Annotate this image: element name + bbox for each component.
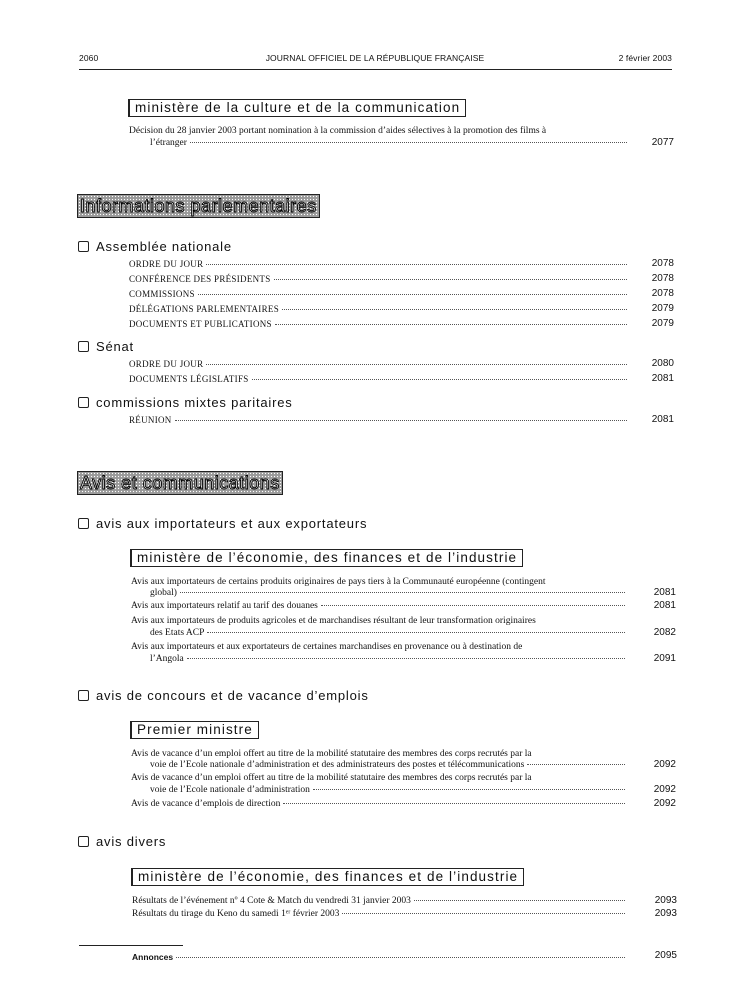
entry-text: DÉLÉGATIONS PARLEMENTAIRES (129, 304, 279, 314)
checkbox-icon (78, 518, 89, 529)
page-ref: 2078 (651, 288, 674, 299)
dot-leader (321, 605, 625, 606)
page-ref: 2081 (653, 600, 676, 611)
page-ref: 2093 (654, 895, 677, 906)
entry-text: RÉUNION (129, 415, 172, 425)
section-avis-concours (78, 688, 369, 703)
toc-entry[interactable] (129, 259, 630, 270)
entry-text: COMMISSIONS (129, 289, 195, 299)
entry-text: ORDRE DU JOUR (129, 259, 204, 269)
toc-entry[interactable] (150, 760, 628, 771)
section-label: Assemblée nationale (96, 239, 232, 254)
toc-entry[interactable] (129, 274, 630, 285)
page-ref: 2080 (651, 358, 674, 369)
toc-entry-annonces[interactable] (132, 952, 628, 963)
toc-entry[interactable] (131, 799, 628, 810)
entry-text: l’Angola (150, 654, 184, 664)
culture-ministry-heading: ministère de la culture et de la communication (128, 99, 466, 117)
toc-entry[interactable] (129, 289, 630, 300)
entry-text: voie de l’Ecole nationale d’administration (150, 785, 310, 795)
entry-line1: Avis de vacance d’un emploi offert au titre de la mobilité statutaire des membres des corps recrutés par la (131, 749, 532, 759)
culture-entry-line2[interactable] (150, 138, 630, 149)
page-ref: 2091 (653, 653, 676, 664)
entry-text: ORDRE DU JOUR (129, 359, 204, 369)
entry-text: Annonces (132, 952, 174, 962)
section-commissions-mixtes (78, 395, 293, 410)
page-number: 2060 (79, 53, 99, 63)
entry-line1: Avis aux importateurs de produits agricoles et de marchandises résultant de leur transformation originaires (131, 616, 536, 626)
entry-text: Avis de vacance d’emplois de direction (131, 799, 281, 809)
dot-leader (176, 957, 625, 958)
page-ref: 2078 (651, 273, 674, 284)
toc-entry[interactable] (129, 415, 630, 426)
dot-leader (313, 789, 625, 790)
dot-leader (206, 364, 627, 365)
checkbox-icon (78, 836, 89, 847)
entry-text: DOCUMENTS ET PUBLICATIONS (129, 319, 272, 329)
page-ref: 2081 (653, 587, 676, 598)
page-ref: 2092 (653, 759, 676, 770)
toc-entry[interactable] (129, 359, 630, 370)
toc-entry[interactable] (129, 304, 630, 315)
dot-leader (206, 264, 627, 265)
checkbox-icon (78, 341, 89, 352)
checkbox-icon (78, 397, 89, 408)
section-label: Sénat (96, 339, 134, 354)
checkbox-icon (78, 241, 89, 252)
dot-leader (275, 324, 627, 325)
section-label: avis divers (96, 834, 167, 849)
culture-entry-line1: Décision du 28 janvier 2003 portant nomination à la commission d’aides sélectives à la promotion des films à (129, 126, 547, 136)
entry-text: CONFÉRENCE DES PRÉSIDENTS (129, 274, 271, 284)
dot-leader (187, 658, 625, 659)
page-ref: 2093 (654, 908, 677, 919)
toc-entry[interactable] (129, 374, 630, 385)
entry-text: l’étranger (150, 138, 187, 148)
page-ref: 2082 (653, 627, 676, 638)
header-rule (79, 69, 672, 70)
entry-text: global) (150, 588, 177, 598)
entry-text: voie de l’Ecole nationale d’administration et des administrateurs des postes et télécommunications (150, 760, 525, 770)
toc-entry[interactable] (129, 319, 630, 330)
dot-leader (342, 913, 625, 914)
entry-text: des Etats ACP (150, 628, 205, 638)
dot-leader (198, 294, 627, 295)
dot-leader (175, 420, 627, 421)
dot-leader (283, 803, 625, 804)
page-ref: 2079 (651, 318, 674, 329)
banner-informations-parlementaires: Informations parlementaires (77, 194, 320, 218)
entry-line1: Avis de vacance d’un emploi offert au titre de la mobilité statutaire des membres des corps recrutés par la (131, 773, 532, 783)
toc-entry[interactable] (150, 785, 628, 796)
toc-entry[interactable] (150, 628, 628, 639)
section-label: avis de concours et de vacance d’emplois (96, 688, 369, 703)
dot-leader (274, 279, 627, 280)
section-avis-divers (78, 834, 166, 849)
section-avis-importateurs (78, 516, 367, 531)
dot-leader (190, 142, 627, 143)
toc-entry[interactable] (132, 909, 628, 920)
dot-leader (282, 309, 627, 310)
dot-leader (207, 632, 625, 633)
page-ref: 2095 (654, 950, 677, 961)
entry-text: Résultats de l’événement nº 4 Cote & Match du vendredi 31 janvier 2003 (132, 896, 411, 906)
economie-ministry-heading-2: ministère de l’économie, des finances et de l’industrie (131, 868, 524, 886)
page-ref: 2077 (651, 137, 674, 148)
page-ref: 2078 (651, 258, 674, 269)
dot-leader (252, 379, 627, 380)
journal-title: JOURNAL OFFICIEL DE LA RÉPUBLIQUE FRANÇAISE (265, 53, 485, 63)
entry-text: Résultats du tirage du Keno du samedi 1ᵉʳ février 2003 (132, 909, 340, 919)
section-assemblee-nationale (78, 239, 232, 254)
dot-leader (527, 764, 625, 765)
section-senat (78, 339, 134, 354)
entry-line1: Avis aux importateurs et aux exportateurs de certaines marchandises en provenance ou à destination de (131, 642, 523, 652)
footer-rule (79, 945, 183, 946)
entry-text: Avis aux importateurs relatif au tarif des douanes (131, 601, 318, 611)
page-ref: 2079 (651, 303, 674, 314)
page-ref: 2081 (651, 414, 674, 425)
toc-entry[interactable] (131, 601, 628, 612)
dot-leader (180, 592, 625, 593)
section-label: avis aux importateurs et aux exportateurs (96, 516, 368, 531)
issue-date: 2 février 2003 (618, 53, 672, 63)
dot-leader (414, 900, 625, 901)
page-ref: 2092 (653, 784, 676, 795)
toc-entry[interactable] (150, 588, 628, 599)
toc-entry[interactable] (132, 896, 628, 907)
banner-avis-communications: Avis et communications (77, 471, 283, 495)
premier-ministre-heading: Premier ministre (130, 721, 259, 739)
page-ref: 2092 (653, 798, 676, 809)
entry-line1: Avis aux importateurs de certains produits originaires de pays tiers à la Communauté européenne (contingent (131, 577, 546, 587)
toc-entry[interactable] (150, 654, 628, 665)
checkbox-icon (78, 690, 89, 701)
entry-text: DOCUMENTS LÉGISLATIFS (129, 374, 249, 384)
section-label: commissions mixtes paritaires (96, 395, 293, 410)
economie-ministry-heading: ministère de l’économie, des finances et de l’industrie (130, 549, 523, 567)
page-ref: 2081 (651, 373, 674, 384)
